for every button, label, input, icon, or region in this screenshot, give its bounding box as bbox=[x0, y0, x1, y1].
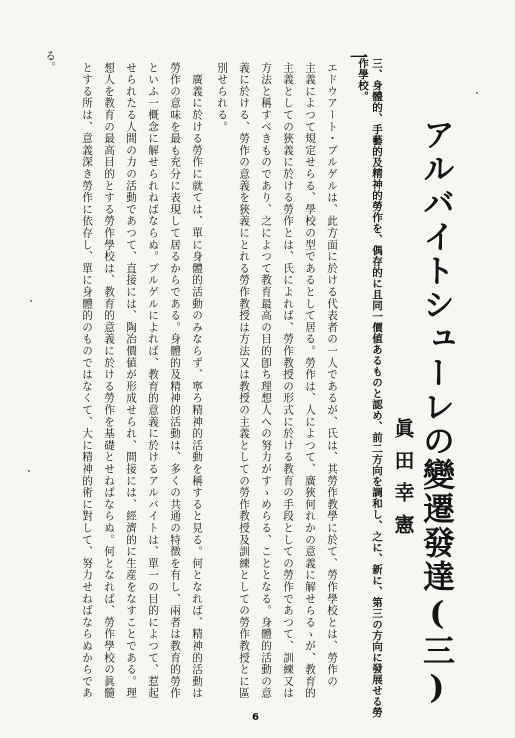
body-line: といふ一概念に解せられねばならぬ。ブルゲルによれば、教育的意義に於けるアルバイトは、單一の目的によつて、惹起 bbox=[147, 62, 159, 700]
body-line: 主義としての狹義に於ける勞作とは、氏によれば、勞作教授の形式に於ける教育の手段としての勞作であつて、訓練又は bbox=[282, 62, 294, 700]
article-title bbox=[418, 118, 460, 708]
body-line: 廣義に於ける勞作に就ては、單に身體的活動のみならず、寧ろ精神的活動を稱すると見る。何となれば、精神的活動は bbox=[191, 62, 203, 700]
body-line: 義に於ける、勞作の意義を狹義にとれる勞作教授は方法又は教授の主義としての勞作教授及訓練としての勞作教授とに區 bbox=[238, 62, 250, 700]
section-number: 一 bbox=[347, 48, 368, 66]
body-line: 主義によつて規定せらる、學校の型であるとして居る。勞作は、人によつて、廣狹何れかの意義に解せらるゝが、教育的 bbox=[304, 62, 316, 700]
page-number: 6 bbox=[252, 712, 259, 723]
body-line: エドウアート・ブルゲルは、此方面に於ける代表者の一人であるが、氏は、其勞作教學に於て、勞作學校とは、勞作の bbox=[326, 62, 338, 688]
body-line: せられたる人間の力の活動であつて、直接には、陶冶價値が形成せられ、間接には、經濟的に生産をなすことである。理 bbox=[125, 62, 137, 700]
epigraph-line: 作學校。 bbox=[357, 58, 369, 102]
body-line: とする所は、意義深き勞作に依存し、單に身體的のものではなくて、大に精神的術に對して、努力せねばならぬからであ bbox=[81, 62, 93, 700]
body-line: る。 bbox=[44, 50, 56, 74]
article-title-text: アルバイトシューレの變遷發達 bbox=[418, 118, 456, 594]
body-line: 勞作の意味を最も充分に表現して居るからである。身體的及精神的活動は、多くの共通の特徴を有し、兩者は教育的勞作 bbox=[169, 62, 181, 700]
body-line: 方法と稱すべきものであり、之によつて教育最高の目的卽ち理想人への努力がすゝめらる、こととなる。身體的活動の意 bbox=[260, 62, 272, 700]
article-title-part: (三) bbox=[418, 594, 456, 708]
scan-speck bbox=[28, 470, 30, 472]
body-line: 別せられる。 bbox=[216, 62, 228, 133]
author-name: 眞田幸憲 bbox=[391, 418, 415, 546]
scan-speck bbox=[30, 300, 32, 302]
body-line: 想人を教育の最高目的とする勞作學校は、教育的意義に於ける勞作を基礎とせねばならぬ。何となれば、勞作學校の眞髓 bbox=[103, 62, 115, 700]
epigraph-line: 三、身體的、手藝的及精神的勞作を、偶存的に且同一價値あるものと認め、前二方向を調和し、之に、新に、第三の方向に發展せる勞 bbox=[371, 58, 383, 718]
scan-speck bbox=[476, 92, 478, 94]
